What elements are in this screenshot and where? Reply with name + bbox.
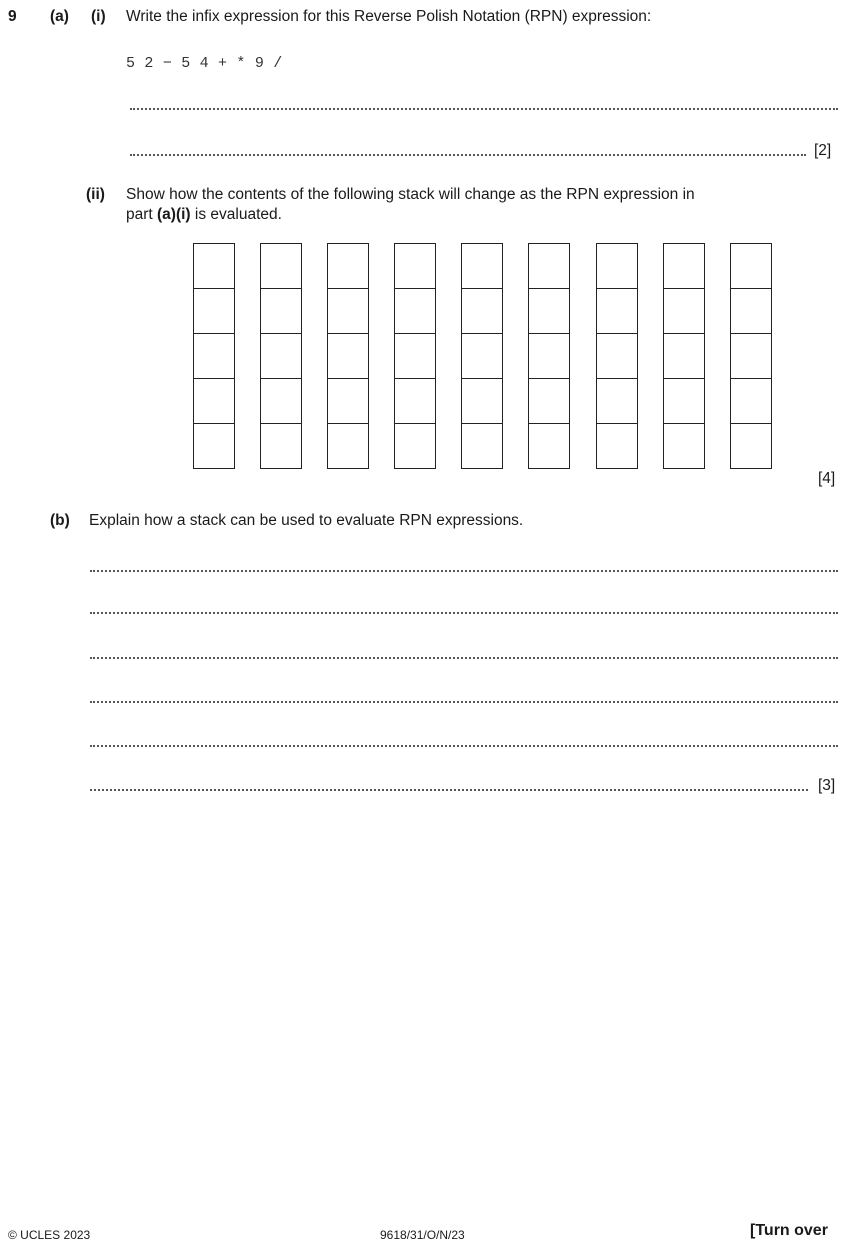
part-a-label: (a) xyxy=(50,8,69,25)
stack-cell[interactable] xyxy=(327,424,369,469)
stack-cell[interactable] xyxy=(528,379,570,424)
answer-line[interactable] xyxy=(90,657,838,659)
stack-cell[interactable] xyxy=(596,424,638,469)
stack-cell[interactable] xyxy=(260,424,302,469)
stack-cell[interactable] xyxy=(461,243,503,289)
part-a-ii-label: (ii) xyxy=(86,186,105,203)
stack-cell[interactable] xyxy=(461,289,503,334)
mark-a-ii: [4] xyxy=(818,470,836,487)
stack-cell[interactable] xyxy=(327,334,369,379)
stack xyxy=(193,243,235,469)
stack-cell[interactable] xyxy=(260,243,302,289)
mark-a-i: [2] xyxy=(814,142,832,159)
footer-copyright: © UCLES 2023 xyxy=(8,1228,91,1242)
answer-line[interactable] xyxy=(90,701,838,703)
answer-line[interactable] xyxy=(90,745,838,747)
stack xyxy=(596,243,638,469)
answer-line[interactable] xyxy=(90,570,838,572)
stack-cell[interactable] xyxy=(394,334,436,379)
stack xyxy=(327,243,369,469)
answer-line[interactable] xyxy=(130,154,806,156)
stack xyxy=(663,243,705,469)
stack-cell[interactable] xyxy=(260,334,302,379)
stack-cell[interactable] xyxy=(193,243,235,289)
mark-b: [3] xyxy=(818,777,836,794)
stack-cell[interactable] xyxy=(327,289,369,334)
stack-cell[interactable] xyxy=(461,379,503,424)
stack xyxy=(528,243,570,469)
stack-cell[interactable] xyxy=(260,379,302,424)
stack xyxy=(730,243,772,469)
stack-cell[interactable] xyxy=(596,289,638,334)
text-fragment: part xyxy=(126,206,158,223)
text-fragment: is evaluated. xyxy=(190,206,282,223)
part-a-ii-text-line1: Show how the contents of the following stack will change as the RPN expression in xyxy=(126,186,695,203)
stack-cell[interactable] xyxy=(596,334,638,379)
stack-cell[interactable] xyxy=(528,424,570,469)
part-b-label: (b) xyxy=(50,512,70,529)
stack-cell[interactable] xyxy=(461,424,503,469)
stack-cell[interactable] xyxy=(394,289,436,334)
stack-cell[interactable] xyxy=(663,379,705,424)
stack-cell[interactable] xyxy=(596,379,638,424)
stack-cell[interactable] xyxy=(730,334,772,379)
footer-code: 9618/31/O/N/23 xyxy=(380,1228,465,1242)
stack xyxy=(260,243,302,469)
answer-line[interactable] xyxy=(90,789,808,791)
part-a-i-label: (i) xyxy=(91,8,106,25)
stack-cell[interactable] xyxy=(193,379,235,424)
stack-cell[interactable] xyxy=(528,334,570,379)
stack-cell[interactable] xyxy=(528,243,570,289)
stack-cell[interactable] xyxy=(193,424,235,469)
stack-cell[interactable] xyxy=(327,243,369,289)
stack-cell[interactable] xyxy=(461,334,503,379)
stack-cell[interactable] xyxy=(327,379,369,424)
stack-cell[interactable] xyxy=(596,243,638,289)
footer-turn-over: [Turn over xyxy=(750,1222,828,1239)
stack-cell[interactable] xyxy=(663,334,705,379)
answer-line[interactable] xyxy=(130,108,838,110)
stack-cell[interactable] xyxy=(193,289,235,334)
part-a-ii-text-line2 xyxy=(126,206,282,224)
answer-line[interactable] xyxy=(90,612,838,614)
stack-cell[interactable] xyxy=(730,424,772,469)
part-b-text: Explain how a stack can be used to evaluate RPN expressions. xyxy=(89,512,524,529)
stack-cell[interactable] xyxy=(394,379,436,424)
stack-cell[interactable] xyxy=(663,424,705,469)
stack-cell[interactable] xyxy=(193,334,235,379)
stack-cell[interactable] xyxy=(730,289,772,334)
part-reference: (a)(i) xyxy=(157,206,191,223)
stack-cell[interactable] xyxy=(528,289,570,334)
stack-cell[interactable] xyxy=(663,289,705,334)
stack xyxy=(394,243,436,469)
stack-cell[interactable] xyxy=(394,243,436,289)
stack-cell[interactable] xyxy=(663,243,705,289)
question-number: 9 xyxy=(8,8,17,25)
part-a-i-text: Write the infix expression for this Reverse Polish Notation (RPN) expression: xyxy=(126,8,652,25)
stack xyxy=(461,243,503,469)
stack-cell[interactable] xyxy=(730,379,772,424)
stack-cell[interactable] xyxy=(730,243,772,289)
rpn-expression: 5 2 − 5 4 + * 9 / xyxy=(126,55,283,72)
stack-cell[interactable] xyxy=(260,289,302,334)
stack-cell[interactable] xyxy=(394,424,436,469)
